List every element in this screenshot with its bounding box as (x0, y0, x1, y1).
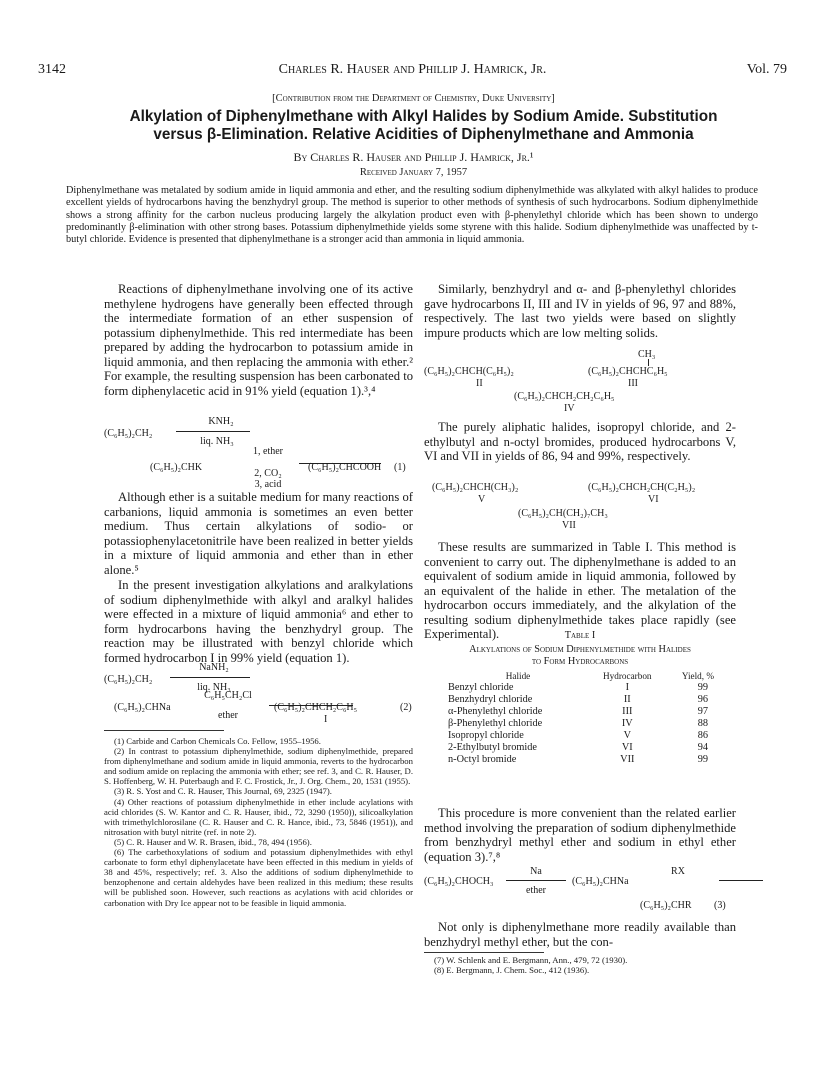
eq3-number: (3) (714, 900, 726, 911)
footnote-3: (3) R. S. Yost and C. R. Hauser, This Journal, 69, 2325 (1947). (114, 786, 332, 797)
eq3-arrow-2 (719, 876, 763, 886)
footnote-rule-right (424, 952, 544, 953)
table-cell: V (623, 730, 632, 741)
footnote-2: (2) In contrast to potassium diphenylmethide, sodium diphenylmethide, prepared from diphenylmethane and sodium amide in liquid ammonia, reverts to the hydrocarbon and sodium amide on replacing the ammonia with ether; see ref. 3, and C. R. Hauser, D. S. Hoffenberg, W. H. Puterbaugh and F. C. Frostick, Jr., J. Org. Chem., 20, 1531 (1955). (104, 746, 413, 787)
table-1 (424, 630, 736, 766)
struct-III: (C₆H₅)₂CHCHC₆H₅ (588, 366, 668, 377)
table-header: Yield, % (681, 671, 714, 681)
right-paragraph-2: The purely aliphatic halides, isopropyl chloride, and 2-ethylbutyl and n-octyl bromides, produced hydrocarbons V, VI and VII in yields of 86, 94 and 99%, respectively. (424, 420, 736, 463)
contribution-line: [Contribution from the Department of Chemistry, Duke University] (272, 93, 555, 104)
table-cell: α-Phenylethyl chloride (448, 706, 543, 717)
volume-label: Vol. 79 (746, 62, 787, 77)
struct-V: (C₆H₅)₂CHCH(CH₃)₂ (432, 482, 519, 493)
eq2-reagent-top: NaNH₂ (199, 662, 229, 673)
structures-II-IV (424, 346, 736, 416)
eq2-product-label: I (324, 714, 328, 725)
eq1-step-2: 2, CO₂ (254, 468, 282, 479)
byline: By Charles R. Hauser and Phillip J. Hamrick, Jr.¹ (293, 150, 534, 164)
received-date: Received January 7, 1957 (359, 167, 468, 178)
eq3-reagent2-top: RX (671, 866, 685, 877)
left-paragraph-3: In the present investigation alkylations and aralkylations of sodium diphenylmethide with alkyl and aralkyl halides were effected in a mixture of liquid ammonia⁶ and ether to form hydrocarbons having the benzhydryl group. The reaction may be illustrated with benzyl chloride which formed hydrocarbon I in 99% yield (equation 1). (104, 578, 413, 665)
label-IV: IV (564, 403, 575, 414)
left-paragraph-1: Reactions of diphenylmethane involving one of its active methylene hydrogens have generally been effected through the intermediate formation of an ether suspension of potassium diphenylmethide. This red intermediate has been prepared by adding the hydrocarbon to potassium amide in liquid ammonia, and then replacing the ammonia with ether.² For example, the resulting suspension has been carbonated to form diphenylacetic acid in 91% yield (equation 1).³,⁴ (104, 282, 413, 398)
right-paragraph-3: These results are summarized in Table I. This method is convenient to carry out. The diphenylmethane is added to an equivalent of sodium amide in liquid ammonia, followed by an equivalent of the halide in ether. The metalation of the hydrocarbon occurs immediately, and the alkylation of the resulting sodium diphenylmethide takes place rapidly (see Experimental). (424, 540, 736, 641)
table-cell: Benzhydryl chloride (448, 694, 533, 705)
eq1-reagent-bottom: liq. NH₃ (200, 436, 234, 447)
table-cell: 86 (697, 730, 708, 741)
title-line-2: versus β-Elimination. Relative Acidities of Diphenylmethane and Ammonia (153, 126, 694, 143)
left-footnotes (104, 736, 413, 908)
eq1-step-1: 1, ether (253, 446, 283, 457)
footnote-8: (8) E. Bergmann, J. Chem. Soc., 412 (1936). (434, 965, 590, 976)
eq3-product: (C₆H₅)₂CHR (640, 900, 692, 911)
eq1-number: (1) (394, 462, 406, 473)
eq3-reactant: (C₆H₅)₂CHOCH₃ (424, 876, 494, 887)
page-number: 3142 (38, 62, 66, 77)
table-caption-2: to Form Hydrocarbons (531, 656, 629, 667)
abstract: Diphenylmethane was metalated by sodium amide in liquid ammonia and ether, and the resulting sodium diphenylmethide was alkylated with alkyl halides to produce excellent yields of hydrocarbons having the benzhydryl group. The method is superior to other methods of synthesis of such hydrocarbons. Sodium diphenylmethide shows a strong affinity for the carbon nucleus producing largely the alkylation product even with β-phenylethyl chloride which has been shown to undergo predominantly β-elimination with other strong bases. Potassium diphenylmethide yields some styrene with this halide. Sodium diphenylmethide was unaffected by t-butyl chloride. Evidence is presented that diphenylmethane is a stronger acid than ammonia in liquid ammonia. (66, 185, 758, 246)
eq2-reagent2-bottom: ether (218, 710, 238, 721)
table-cell: n-Octyl bromide (448, 754, 517, 765)
struct-VII: (C₆H₅)₂CH(CH₂)₇CH₃ (518, 508, 608, 519)
table-cell: β-Phenylethyl chloride (448, 718, 543, 729)
footnote-1: (1) Carbide and Carbon Chemicals Co. Fellow, 1955–1956. (114, 736, 321, 746)
struct-III-bond (648, 359, 649, 366)
table-cell: 99 (697, 754, 708, 765)
table-cell: III (622, 706, 633, 717)
table-cell: VI (621, 742, 633, 753)
table-label: Table I (564, 630, 596, 641)
footnote-6: (6) The carbethoxylations of sodium and potassium diphenylmethides with ethyl carbonate to form ethyl diphenylacetate have been effected in this medium in yields of 38 and 45%, respectively; ref. 3. Also the additions of sodium diphenylmethide to benzophenone and certain aldehydes have been realized in this medium; these results will be published soon. However, such reactions as acylations with acid chlorides or carbonation with Dry Ice appear not to be feasible in liquid ammonia. (104, 847, 413, 908)
table-cell: IV (621, 718, 633, 729)
eq2-reagent2-top: C₆H₅CH₂Cl (204, 690, 252, 701)
structures-V-VII (424, 482, 736, 536)
equation-1 (104, 416, 413, 496)
table-cell: I (625, 682, 630, 693)
table-row (446, 706, 716, 718)
eq1-step-3: 3, acid (254, 479, 282, 490)
equation-3 (424, 866, 736, 914)
footnote-rule (104, 730, 224, 731)
footnote-7: (7) W. Schlenk and E. Bergmann, Ann., 479, 72 (1930). (434, 955, 628, 965)
eq2-number: (2) (400, 702, 412, 713)
eq1-product: (C₆H₅)₂CHCOOH (308, 462, 382, 473)
eq1-reagent-top: KNH₂ (208, 416, 234, 427)
footnote-5: (5) C. R. Hauser and W. R. Brasen, ibid., 78, 494 (1956). (114, 836, 312, 847)
table-grid (446, 670, 716, 766)
title-line-1: Alkylation of Diphenylmethane with Alkyl Halides by Sodium Amide. Substitution (129, 108, 718, 125)
table-cell: 2-Ethylbutyl bromide (448, 742, 537, 753)
eq2-product: (C₆H₅)₂CHCH₂C₆H₅ (274, 702, 358, 713)
eq3-intermediate: (C₆H₅)₂CHNa (572, 876, 629, 887)
table-row (446, 754, 716, 766)
eq3-reagent-top: Na (530, 866, 542, 877)
table-row (446, 682, 716, 694)
article-title (60, 108, 787, 144)
left-paragraph-2: Although ether is a suitable medium for many reactions of carbanions, liquid ammonia is sometimes an even better medium. Thus certain alkylations of sodio- or potassiophenylacetonitrile have been realized in better yields in a mixture of liquid ammonia and ether than in ether alone.⁵ (104, 490, 413, 577)
eq2-reactant: (C₆H₅)₂CH₂ (104, 674, 153, 685)
label-V: V (478, 494, 486, 505)
struct-IV: (C₆H₅)₂CHCH₂CH₂C₆H₅ (514, 391, 615, 402)
table-cell: Benzyl chloride (448, 682, 514, 693)
eq2-intermediate: (C₆H₅)₂CHNa (114, 702, 171, 713)
struct-VI: (C₆H₅)₂CHCH₂CH(C₂H₅)₂ (588, 482, 696, 493)
label-VI: VI (648, 494, 659, 505)
table-cell: Isopropyl chloride (448, 730, 524, 741)
right-paragraph-5: Not only is diphenylmethane more readily available than benzhydryl methyl ether, but the con- (424, 920, 736, 949)
equation-2 (104, 662, 413, 725)
table-header: Halide (505, 671, 531, 681)
table-cell: VII (620, 754, 635, 765)
right-footnotes (424, 955, 736, 975)
eq2-reagent-bottom: liq. NH₃ (197, 682, 231, 693)
table-caption-1: Alkylations of Sodium Diphenylmethide with Halides (469, 644, 691, 655)
right-paragraph-4: This procedure is more convenient than the related earlier method involving the preparation of sodium diphenylmethide from benzhydryl methyl ether and sodium in ethyl ether (equation 3).⁷,⁸ (424, 806, 736, 864)
label-II: II (476, 378, 483, 389)
eq1-intermediate: (C₆H₅)₂CHK (150, 462, 203, 473)
table-cell: II (623, 694, 631, 705)
table-header: Hydrocarbon (603, 671, 652, 681)
struct-II: (C₆H₅)₂CHCH(C₆H₅)₂ (424, 366, 514, 377)
table-row (446, 694, 716, 706)
table-cell: 94 (697, 742, 708, 753)
table-cell: 99 (697, 682, 708, 693)
right-paragraph-1: Similarly, benzhydryl and α- and β-phenylethyl chlorides gave hydrocarbons II, III and IV in yields of 96, 97 and 88%, respectively. The last two yields were based on slightly impure products which are low melting solids. (424, 282, 736, 340)
table-row (446, 718, 716, 730)
table-row (446, 742, 716, 754)
page-header (38, 62, 787, 80)
eq1-reactant: (C₆H₅)₂CH₂ (104, 428, 153, 439)
eq3-reagent-bottom: ether (526, 885, 546, 896)
table-row (446, 730, 716, 742)
table-cell: 97 (697, 706, 708, 717)
running-title: Charles R. Hauser and Phillip J. Hamrick, Jr. (278, 62, 547, 77)
footnote-4: (4) Other reactions of potassium diphenylmethide in ether include acylations with acid chlorides (S. W. Kantor and C. R. Hauser, ibid., 72, 3290 (1950)), silicoalkylation with trimethylchlorosilane (C. R. Hauser and C. R. Hance, ibid., 73, 5846 (1951)), and nitrosation with butyl nitrite (ref. in note 2). (104, 796, 413, 837)
label-III: III (628, 378, 638, 389)
table-cell: 88 (697, 718, 708, 729)
struct-III-methyl: CH₃ (638, 349, 656, 360)
label-VII: VII (562, 520, 576, 531)
table-header-row (446, 670, 716, 682)
table-cell: 96 (697, 694, 708, 705)
